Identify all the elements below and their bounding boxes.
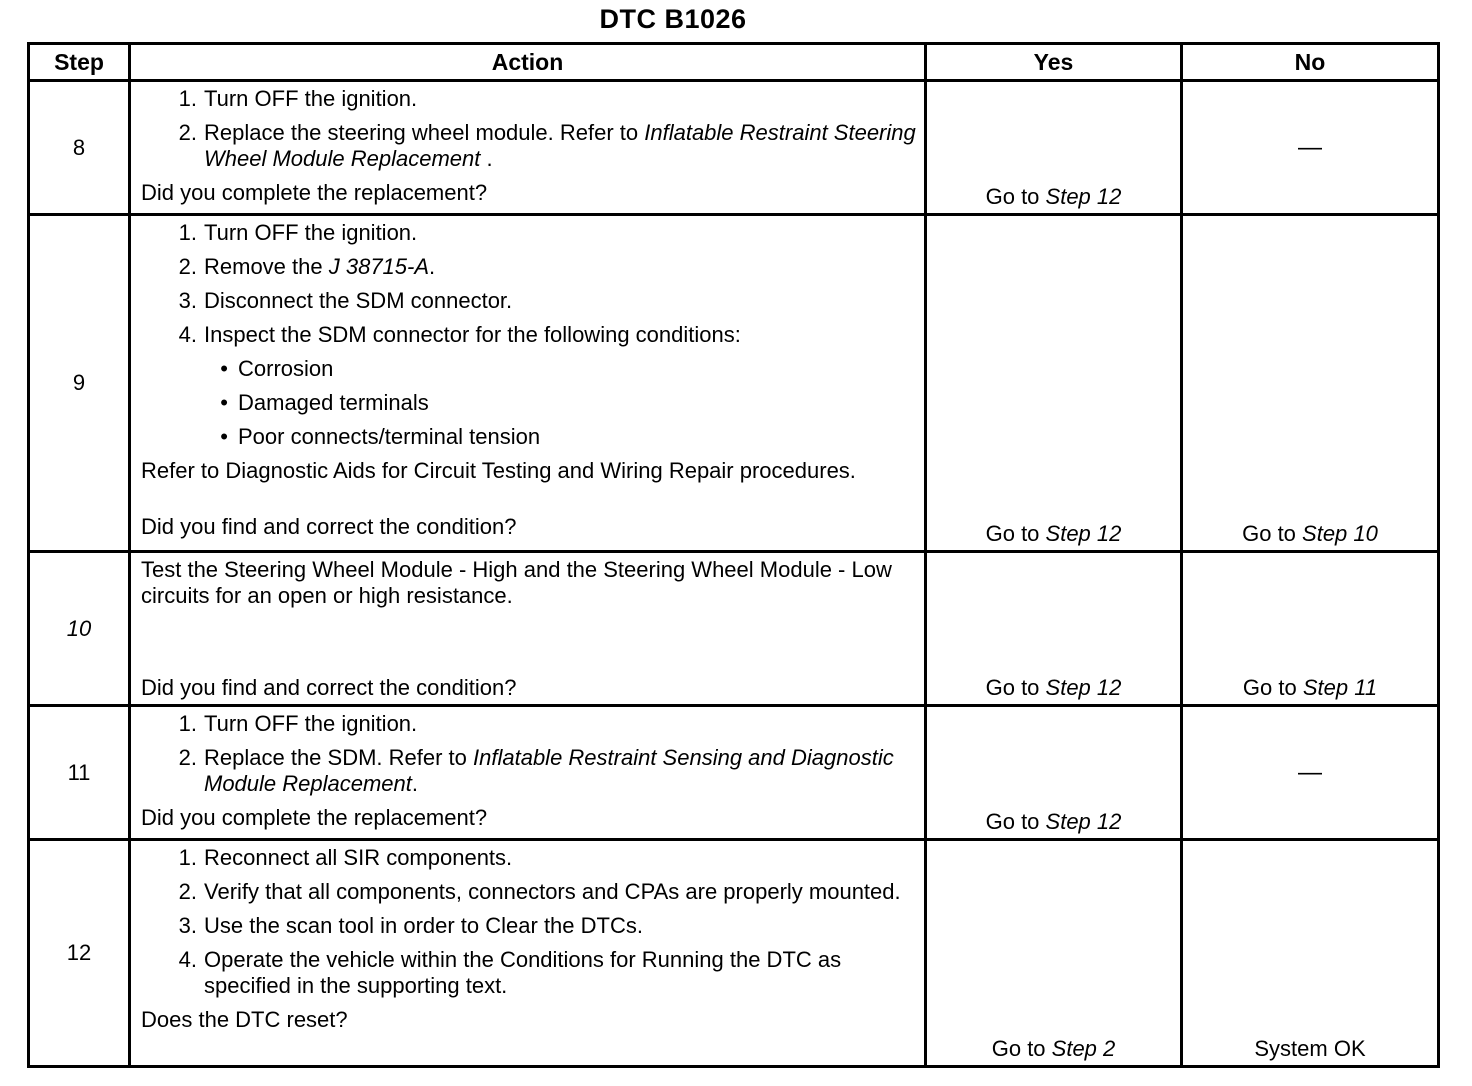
item-number: 3. xyxy=(178,913,197,938)
bullet-icon: • xyxy=(220,424,228,449)
item-number: 1. xyxy=(178,86,197,111)
question-text: Did you complete the replacement? xyxy=(141,180,488,205)
system-ok-text: System OK xyxy=(1254,1036,1366,1061)
action-cell xyxy=(130,81,926,215)
question-text: Did you find and correct the condition? xyxy=(141,675,517,700)
item-number: 2. xyxy=(178,254,197,279)
list-item xyxy=(141,913,916,939)
action-text: Test the Steering Wheel Module - High and the Steering Wheel Module - Low circuits for an open or high resistance. xyxy=(141,557,892,608)
action-header: Action xyxy=(130,44,926,81)
list-item xyxy=(141,845,916,871)
item-text-suffix: . xyxy=(429,254,436,279)
item-text: Replace the SDM. Refer to xyxy=(204,745,474,770)
no-prefix: Go to xyxy=(1242,521,1303,546)
step-9-label: 9 xyxy=(72,370,86,395)
step-number xyxy=(29,840,130,1067)
item-text: Reconnect all SIR components. xyxy=(204,845,513,870)
list-item xyxy=(141,322,916,348)
header-row xyxy=(29,44,1439,81)
item-text: Verify that all components, connectors and CPAs are properly mounted. xyxy=(204,879,901,904)
tool-reference: J 38715-A xyxy=(328,254,430,279)
bullet-item xyxy=(141,356,916,382)
item-number: 1. xyxy=(178,711,197,736)
bullet-text: Damaged terminals xyxy=(238,390,429,415)
yes-cell xyxy=(926,706,1182,840)
table-row xyxy=(29,81,1439,215)
item-number: 2. xyxy=(178,879,197,904)
bullet-text: Poor connects/terminal tension xyxy=(238,424,541,449)
no-cell xyxy=(1182,81,1439,215)
item-number: 3. xyxy=(178,288,197,313)
action-cell xyxy=(130,840,926,1067)
item-text: Disconnect the SDM connector. xyxy=(204,288,513,313)
no-header: No xyxy=(1182,44,1439,81)
step-header: Step xyxy=(29,44,130,81)
no-dash: — xyxy=(1298,133,1322,161)
step-12-label: 12 xyxy=(66,940,92,965)
item-number: 2. xyxy=(178,120,197,145)
item-text: Operate the vehicle within the Conditions for Running the DTC as specified in the supporting text. xyxy=(204,947,842,998)
yes-cell xyxy=(926,215,1182,552)
yes-prefix: Go to xyxy=(991,1036,1052,1061)
table-row xyxy=(29,840,1439,1067)
item-number: 4. xyxy=(178,322,197,347)
item-number: 4. xyxy=(178,947,197,972)
bullet-item xyxy=(141,390,916,416)
no-cell xyxy=(1182,215,1439,552)
item-number: 2. xyxy=(178,745,197,770)
reference-link[interactable]: Inflatable Restraint Sensing and Diagnostic Module Replacement xyxy=(204,745,894,796)
action-cell xyxy=(130,552,926,706)
item-text: Remove the xyxy=(204,254,329,279)
no-cell xyxy=(1182,840,1439,1067)
yes-prefix: Go to xyxy=(985,184,1046,209)
page-title: DTC B1026 xyxy=(599,4,747,34)
list-item xyxy=(141,879,916,905)
step-11-label: 11 xyxy=(67,759,91,785)
item-text: Turn OFF the ignition. xyxy=(204,711,418,736)
item-text: Turn OFF the ignition. xyxy=(204,220,418,245)
list-item xyxy=(141,947,916,999)
step-10-label: 10 xyxy=(66,615,92,641)
no-cell xyxy=(1182,552,1439,706)
item-text: Turn OFF the ignition. xyxy=(204,86,418,111)
list-item xyxy=(141,120,916,172)
yes-cell xyxy=(926,552,1182,706)
table-row xyxy=(29,215,1439,552)
table-row xyxy=(29,706,1439,840)
table-row xyxy=(29,552,1439,706)
step-8-label: 8 xyxy=(72,134,86,160)
list-item xyxy=(141,254,916,280)
yes-prefix: Go to xyxy=(985,809,1046,834)
item-text-suffix: . xyxy=(480,146,493,171)
yes-header: Yes xyxy=(926,44,1182,81)
bullet-icon: • xyxy=(220,390,228,415)
no-step-link[interactable]: Step 11 xyxy=(1302,675,1378,700)
item-text: Replace the steering wheel module. Refer to xyxy=(204,120,645,145)
item-number: 1. xyxy=(178,845,197,870)
action-cell xyxy=(130,706,926,840)
yes-cell xyxy=(926,81,1182,215)
item-text-suffix: . xyxy=(411,771,419,796)
item-text: Use the scan tool in order to Clear the DTCs. xyxy=(204,913,643,938)
yes-step-link[interactable]: Step 2 xyxy=(1051,1036,1116,1061)
step-number xyxy=(29,215,130,552)
yes-cell xyxy=(926,840,1182,1067)
list-item xyxy=(141,220,916,246)
bullet-item xyxy=(141,424,916,450)
list-item xyxy=(141,86,916,112)
no-dash: — xyxy=(1298,758,1322,786)
step-number xyxy=(29,81,130,215)
list-item xyxy=(141,745,916,797)
diagnostic-aids-note: Refer to Diagnostic Aids for Circuit Testing and Wiring Repair procedures. xyxy=(141,458,856,483)
no-step-link[interactable]: Step 10 xyxy=(1302,521,1378,546)
question-text: Did you complete the replacement? xyxy=(141,805,488,830)
item-text: Inspect the SDM connector for the following conditions: xyxy=(204,322,741,347)
bullet-icon: • xyxy=(220,356,228,381)
no-prefix: Go to xyxy=(1242,675,1303,700)
reference-link[interactable]: Inflatable Restraint Steering Wheel Module Replacement xyxy=(204,120,916,171)
list-item xyxy=(141,288,916,314)
yes-step-link[interactable]: Step 12 xyxy=(1045,809,1122,834)
diagnostic-table xyxy=(27,42,1440,1068)
yes-prefix: Go to xyxy=(985,675,1046,700)
action-cell xyxy=(130,215,926,552)
list-item xyxy=(141,711,916,737)
yes-prefix: Go to xyxy=(985,521,1046,546)
question-text: Did you find and correct the condition? xyxy=(141,514,517,539)
item-number: 1. xyxy=(178,220,197,245)
step-number xyxy=(29,706,130,840)
question-text: Does the DTC reset? xyxy=(141,1007,348,1032)
bullet-text: Corrosion xyxy=(238,356,334,381)
yes-step-link[interactable]: Step 12 xyxy=(1045,184,1122,209)
yes-step-link[interactable]: Step 12 xyxy=(1045,675,1122,700)
no-cell xyxy=(1182,706,1439,840)
yes-step-link[interactable]: Step 12 xyxy=(1045,521,1122,546)
step-number xyxy=(29,552,130,706)
